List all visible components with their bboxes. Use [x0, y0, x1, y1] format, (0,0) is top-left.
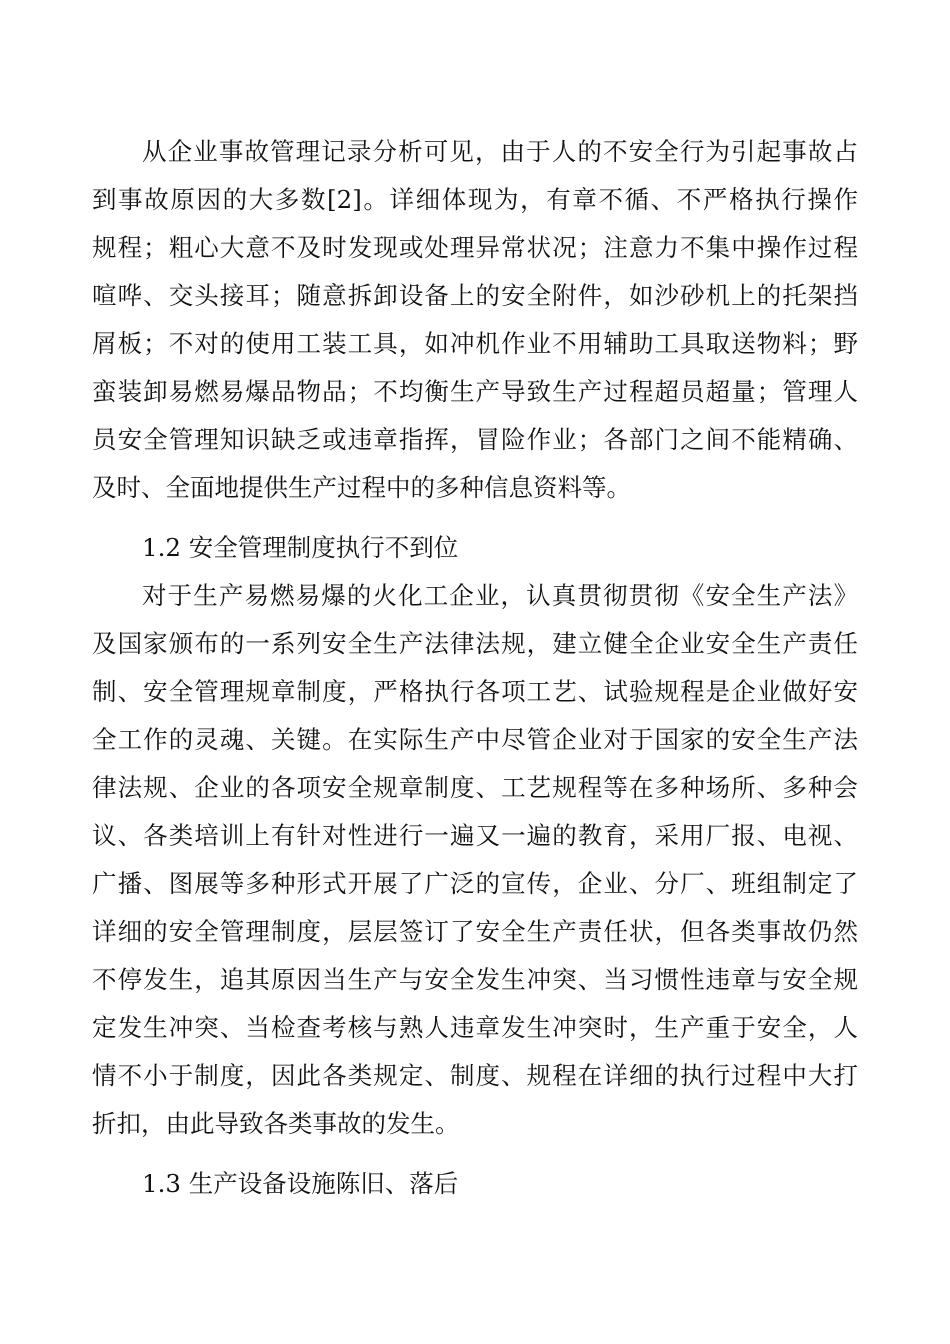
paragraph-line: 到事故原因的大多数[2]。详细体现为，有章不循、不严格执行操作 — [92, 185, 858, 214]
section-heading: 1.3 生产设备设施陈旧、落后 — [142, 1169, 459, 1198]
paragraph-line: 折扣，由此导致各类事故的发生。 — [92, 1109, 460, 1138]
paragraph-line: 议、各类培训上有针对性进行一遍又一遍的教育，采用厂报、电视、 — [92, 821, 858, 850]
paragraph-line: 律法规、企业的各项安全规章制度、工艺规程等在多种场所、多种会 — [92, 773, 858, 802]
section-heading: 1.2 安全管理制度执行不到位 — [142, 533, 459, 562]
paragraph-line: 情不小于制度，因此各类规定、制度、规程在详细的执行过程中大打 — [92, 1061, 858, 1090]
paragraph-line: 定发生冲突、当检查考核与熟人违章发生冲突时，生产重于安全，人 — [92, 1013, 858, 1042]
paragraph-line: 详细的安全管理制度，层层签订了安全生产责任状，但各类事故仍然 — [92, 917, 858, 946]
paragraph-line: 员安全管理知识缺乏或违章指挥，冒险作业；各部门之间不能精确、 — [92, 425, 858, 454]
paragraph-line: 及时、全面地提供生产过程中的多种信息资料等。 — [92, 473, 631, 502]
paragraph-line: 规程；粗心大意不及时发现或处理异常状况；注意力不集中操作过程 — [92, 233, 858, 262]
paragraph-line: 从企业事故管理记录分析可见，由于人的不安全行为引起事故占 — [142, 137, 858, 166]
paragraph-line: 制、安全管理规章制度，严格执行各项工艺、试验规程是企业做好安 — [92, 677, 858, 706]
paragraph-line: 对于生产易燃易爆的火化工企业，认真贯彻贯彻《安全生产法》 — [142, 581, 858, 610]
paragraph-line: 及国家颁布的一系列安全生产法律法规，建立健全企业安全生产责任 — [92, 629, 858, 658]
paragraph-line: 广播、图展等多种形式开展了广泛的宣传，企业、分厂、班组制定了 — [92, 869, 858, 898]
paragraph-line: 喧哗、交头接耳；随意拆卸设备上的安全附件，如沙砂机上的托架挡 — [92, 281, 858, 310]
paragraph-line: 蛮装卸易燃易爆品物品；不均衡生产导致生产过程超员超量；管理人 — [92, 377, 858, 406]
paragraph-line: 全工作的灵魂、关键。在实际生产中尽管企业对于国家的安全生产法 — [92, 725, 858, 754]
paragraph-line: 屑板；不对的使用工装工具，如冲机作业不用辅助工具取送物料；野 — [92, 329, 858, 358]
paragraph-line: 不停发生，追其原因当生产与安全发生冲突、当习惯性违章与安全规 — [92, 965, 858, 994]
